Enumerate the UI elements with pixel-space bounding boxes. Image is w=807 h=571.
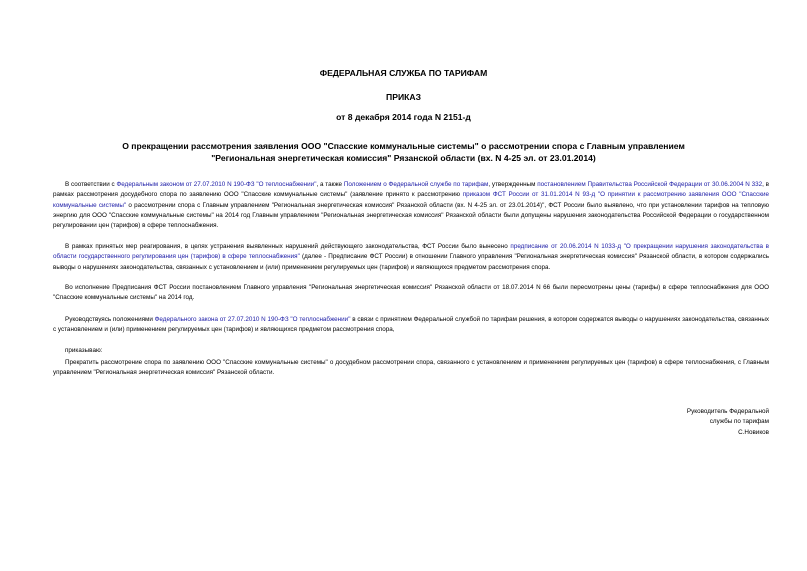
paragraph-4 — [53, 315, 769, 336]
document-type: ПРИКАЗ — [386, 92, 421, 102]
p4-text-2: в связи с принятием Федеральной службой по тарифам решения, в котором содержатся выводы о нарушениях законодательства, связанных с установлением и (или) применением регулируемых цен (тарифов) и являющихся предметом рассмотрения спора, — [53, 316, 769, 334]
p1-text-4: , в рамках рассмотрения досудебного спора по заявлению ООО "Спасские коммунальные системы" (заявление принято к рассмотрению — [53, 181, 770, 199]
signature-agency: службы по тарифам — [709, 418, 769, 426]
p1-text-1: В соответствии с — [65, 181, 117, 188]
paragraph-2 — [53, 242, 769, 273]
link-fst-order-93d[interactable]: приказом ФСТ России от 31.01.2014 N 93-д "О принятии к рассмотрению заявления ООО "Спасские коммунальные системы" — [53, 191, 769, 209]
order-label: приказываю: — [65, 347, 103, 354]
signature-name: С.Новиков — [738, 428, 769, 436]
paragraph-1 — [53, 180, 769, 231]
p4-text-1: Руководствуясь положениями — [65, 316, 155, 323]
agency-name: ФЕДЕРАЛЬНАЯ СЛУЖБА ПО ТАРИФАМ — [319, 68, 488, 78]
link-fst-prescription[interactable]: предписание от 20.06.2014 N 1033-д "О прекращении нарушения законодательства в области государственного регулирования цен (тарифов) в сфере теплоснабжения" — [53, 243, 769, 261]
link-fst-regulation[interactable]: Положением о Федеральной службе по тарифам — [343, 181, 489, 188]
document-date-number: от 8 декабря 2014 года N 2151-д — [336, 112, 471, 122]
paragraph-5: Прекратить рассмотрение спора по заявлению ООО "Спасские коммунальные системы" о досудебном рассмотрении спора, связанного с установлением и применением регулируемых цен (тарифов) в сфере теплоснабжения, с Главным управлением "Региональная энергетическая комиссия" Рязанской области. — [53, 359, 769, 377]
signature-position: Руководитель Федеральной — [686, 408, 769, 415]
p1-text-3: , утвержденным — [488, 181, 538, 188]
link-government-resolution[interactable]: постановлением Правительства Российской Федерации от 30.06.2004 N 332 — [537, 181, 763, 188]
p2-text-2: (далее - Предписание ФСТ России) в отношении Главного управления "Региональная энергетическая комиссия" Рязанской области, в котором содержались выводы о нарушениях законодательства, связанных с установлением и (или) применением регулируемых цен (тарифов) и являющихся предметом рассмотрения спора. — [53, 253, 769, 271]
paragraph-3: Во исполнение Предписания ФСТ России постановлением Главного управления "Региональная энергетическая комиссия" Рязанской области от 18.07.2014 N 66 были пересмотрены цены (тарифы) в сфере теплоснабжения для ООО "Спасские коммунальные системы" на 2014 год. — [53, 284, 769, 302]
p1-text-5: о рассмотрении спора с Главным управлением "Региональная энергетическая комиссия" Рязанской области (вх. N 4-25 эл. от 23.01.2014)", ФСТ России было выявлено, что при установлении тарифов на тепловую энергию для ООО "Спасские коммунальные системы" на 2014 год Главным управлением "Региональная энергетическая комиссия" Рязанской области были допущены нарушения законодательства Российской Федерации о государственном регулировании цен (тарифов) в сфере теплоснабжения. — [53, 201, 769, 230]
link-federal-law-heat-supply[interactable]: Федеральным законом от 27.07.2010 N 190-ФЗ "О теплоснабжении" — [116, 181, 317, 188]
p1-text-2: , а также — [316, 181, 344, 188]
signature-block — [560, 407, 769, 438]
document-title: О прекращении рассмотрения заявления ООО "Спасские коммунальные системы" о рассмотрении спора с Главным управлением "Региональная энергетическая комиссия" Рязанской области (вх. N 4-25 эл. от 23.01.2014) — [122, 141, 685, 163]
link-federal-law-heat-supply-2[interactable]: Федерального закона от 27.07.2010 N 190-ФЗ "О теплоснабжении" — [154, 316, 351, 323]
p2-text-1: В рамках принятых мер реагирования, в целях устранения выявленных нарушений действующего законодательства, ФСТ России было вынесено — [65, 243, 511, 250]
